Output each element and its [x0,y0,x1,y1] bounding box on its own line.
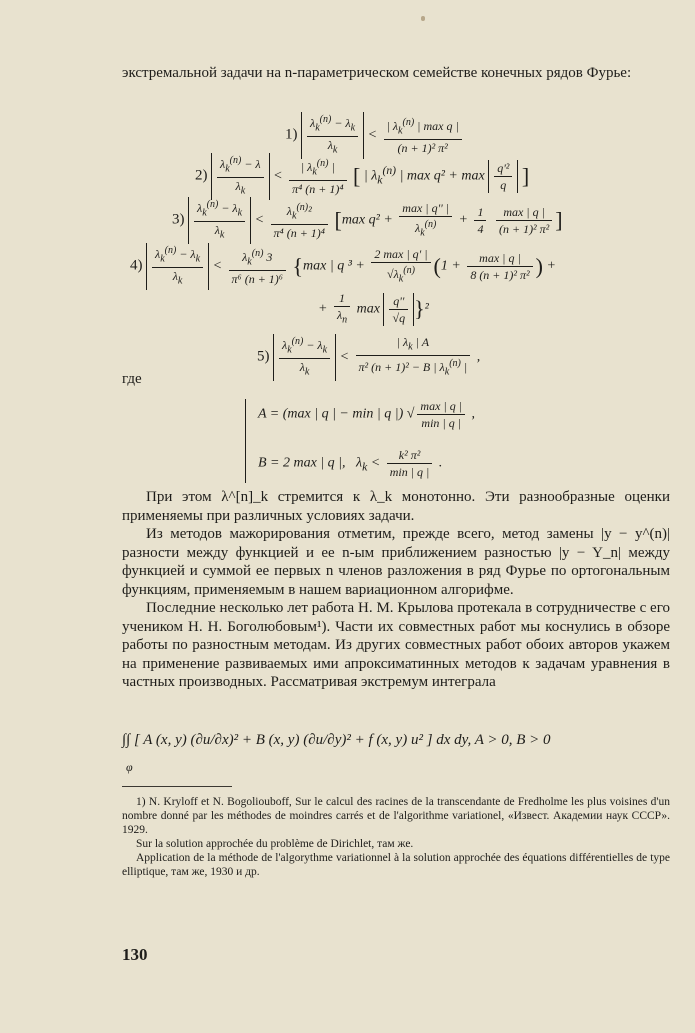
equation-5: 5) $\frac{\lambda_k^{(n)} - \lambda_k}{\lambda_k}$ < $\frac{| \lambda_k | A}{\pi^2 (n + 1)^2 - B | \lambda_k^{(n)} |}$ , [257,334,480,381]
integral-domain: φ [126,760,133,774]
definition-A: A = (max | q | − min | q |) √ $\frac{\max | q |}{\min | q |}$ , [258,399,476,430]
equation-4-continuation: + $\frac{1}{\lambda_n}$ max $\frac{q''}{√q}$ }² [318,291,429,326]
definition-B: B = 2 max | q |, $\lambda_k$ < $\frac{\text{k² π²}}{\min | q |}$ . [258,448,443,479]
footnote-rule [122,786,232,787]
footnote-1: 1) N. Kryloff et N. Bogolioubоff, Sur le calcul des racines de la transcendante de Fredholme les plus voisines d'un nombre donné par les méthodes de moindres carrés et de l'algorithme variationel, «Извест. Академии наук СССР». 1929. [122,796,670,836]
equation-4: 4) $\frac{\lambda_k^{(n)} - \lambda_k}{\lambda_k}$ < $\frac{\lambda_k^{(n)} 3}{\text{π⁶ (n + 1)⁶}}$ {max | q ³ + $\frac{2 \max | q' |}{√\lambda_k^{(n)}}$ (1 + $\frac{\max | q |}{\text{8 (n + 1)² π²}}$ ) + [130,243,556,290]
footnote-2: Sur la solution approchée du problème de Dirichlet, там же. [136,838,414,850]
footnotes [122,795,670,879]
print-speck [421,16,425,21]
paragraph-1: При этом λ^[n]_k стремится к λ_k монотонно. Эти разнообразные оценки применяемы при различных условиях задачи. [122,489,670,524]
footnote-3: Application de la méthode de l'algorythme variationnel à la solution approchée des équations différentielles de type elliptique, там же, 1930 и др. [122,852,670,878]
intro-text: экстремальной задачи на n-параметрическом семействе конечных рядов Фурье: [122,65,632,81]
paragraph-3: Последние несколько лет работа Н. М. Крылова протекала в сотрудничестве с его учеником Н. Н. Боголюбовым¹). Части их совместных работ мы коснулись в обзоре работы по разностным методам. Из других совместных работ обоих авторов укажем на применение развиваемых ими апроксиматинных методов к задачам уравнения в частных производных. Рассматривая экстремум интеграла [122,600,670,690]
page-number: 130 [122,945,148,964]
body-text [122,488,670,692]
equation-2: 2) $\frac{\lambda_k^{(n)} - \lambda}{\lambda_k}$ < $\frac{| \lambda_k^{(n)} |}{\text{π⁴ (n + 1)⁴}}$ [ | $\lambda_k^{(n)}$ | max q² + max $\frac{\text{q'²}}{q}$ ] [195,153,529,200]
equation-1: 1) $\frac{\lambda_k^{(n)} - \lambda_k}{\lambda_k}$ < $\frac{| \lambda_k^{(n)} | \max q |}{\text{(n + 1)² π²}}$ [285,112,465,159]
paragraph-2: Из методов мажорирования отметим, прежде всего, метод замены |y − y^(n)| разности между функцией и ее n-ым приближением разностью |y − Y_n| между функцией и суммой ее первых n членов разложения в ряд Фурье по ортогональным функциям, применяемым в нашем вариационном алгорифме. [122,526,670,598]
equation-3: 3) $\frac{\lambda_k^{(n)} - \lambda_k}{\lambda_k}$ < $\frac{\lambda_k^{(n)}^2}{\text{π⁴ (n + 1)⁴}}$ [max q² + $\frac{\max | q'' |}{\lambda_k^{(n)}}$ + $\frac{1}{4}$ $\frac{\max | q |}{\text{(n + 1)² π²}}$ ] [172,197,563,244]
integral-expression: ∫∫ [ A (x, y) (∂u/∂x)² + B (x, y) (∂u/∂y)² + f (x, y) u² ] dx dy, A > 0, B > 0 [122,732,551,748]
where-label: где [122,371,142,387]
system-brace [245,399,248,483]
